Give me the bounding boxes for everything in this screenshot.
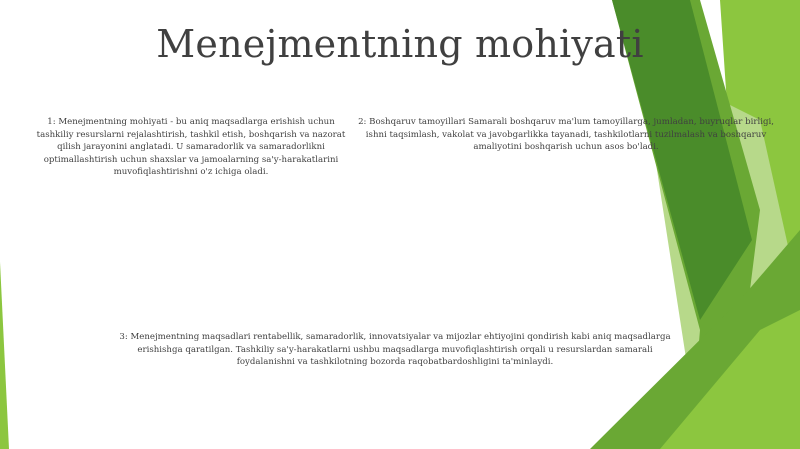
paragraph-2: 2: Boshqaruv tamoyillari Samarali boshqaruv ma'lum tamoyillarga, jumladan, buyruqlar birligi, ishni taqsimlash, vakolat va javobgarlikka tayanadi, tashkilotlarni tuzilmalash va boshqaruv amaliyotini boshqarish uchun asos bo'ladi. [358, 117, 774, 153]
paragraph-3: 3: Menejmentning maqsadlari rentabellik, samaradorlik, innovatsiyalar va mijozlar ehtiyojini qondirish kabi aniq maqsadlarga erishishga qaratilgan. Tashkiliy sa'y-harakatlarni ushbu maqsadlarga muvofiqlashtirish orqali u resurslardan samarali foydalanishni va tashkilotning bozorda raqobatbardoshligini ta'minlaydi. [119, 332, 671, 368]
slide-title: Menejmentning mohiyati [156, 22, 644, 66]
left-green-strip [0, 262, 9, 449]
paragraph-1: 1: Menejmentning mohiyati - bu aniq maqsadlarga erishish uchun tashkiliy resurslarni rejalashtirish, tashkil etish, boshqarish va nazorat qilish jarayonini anglatadi. U samaradorlik va samaradorlikni optimallashtirish uchun shaxslar va jamoalarning sa'y-harakatlarini muvofiqlashtirishni o'z ichiga oladi. [36, 117, 346, 178]
